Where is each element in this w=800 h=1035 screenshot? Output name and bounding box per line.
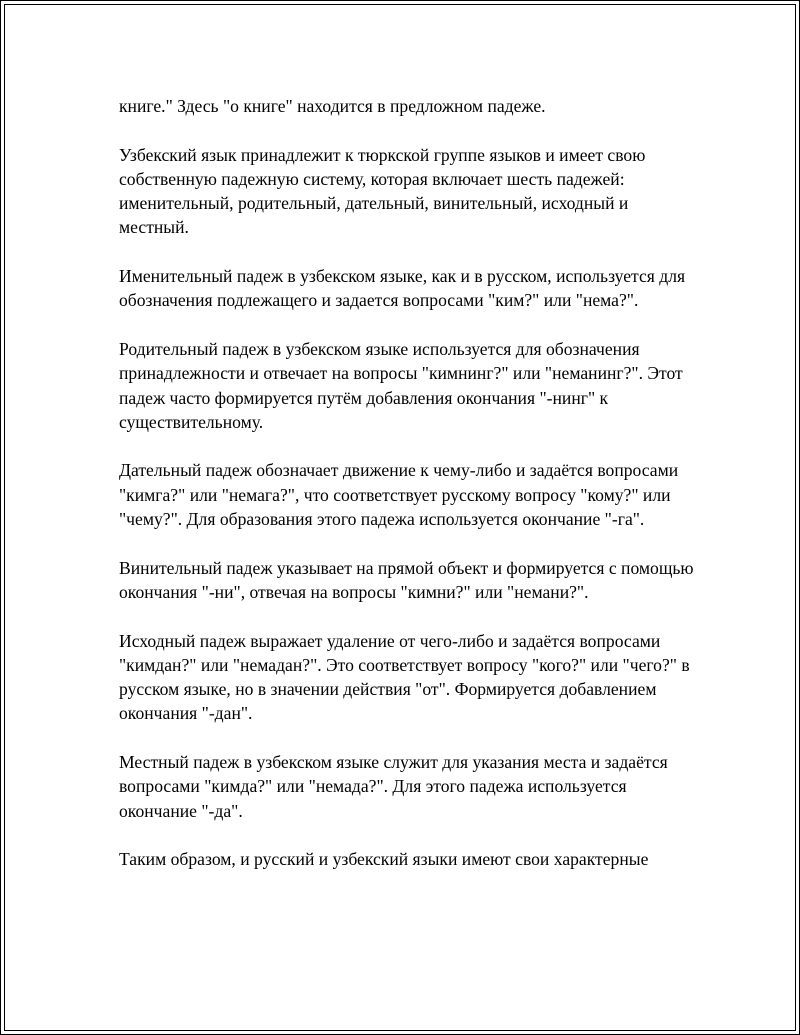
document-body (119, 94, 699, 896)
paragraph-5: Дательный падеж обозначает движение к чему-либо и задаётся вопросами "кимга?" или "немага?", что соответствует русскому вопросу "кому?" или "чему?". Для образования этого падежа используется окончание "-га". (119, 460, 679, 530)
paragraph-8: Местный падеж в узбекском языке служит для указания места и задаётся вопросами "кимда?" или "немада?". Для этого падежа используется окончание "-да". (119, 752, 668, 821)
paragraph-9: Таким образом, и русский и узбекский языки имеют свои характерные (119, 849, 649, 870)
paragraph-1: книге." Здесь "о книге" находится в предложном падеже. (119, 96, 546, 116)
paragraph-2: Узбекский язык принадлежит к тюркской группе языков и имеет свою собственную падежную систему, которая включает шесть падежей: именительный, родительный, дательный, винительный, исходный и местный. (119, 144, 646, 238)
paragraph-3: Именительный падеж в узбекском языке, как и в русском, используется для обозначения подлежащего и задается вопросами "ким?" или "нема?". (119, 266, 686, 311)
paragraph-4: Родительный падеж в узбекском языке используется для обозначения принадлежности и отвечает на вопросы "кимнинг?" или "неманинг?". Этот падеж часто формируется путём добавления окончания "-нинг" к существительному. (119, 338, 683, 432)
paragraph-6: Винительный падеж указывает на прямой объект и формируется с помощью окончания "-ни", отвечая на вопросы "кимни?" или "немани?". (119, 557, 694, 602)
paragraph-7: Исходный падеж выражает удаление от чего-либо и задаётся вопросами "кимдан?" или "немадан?". Это соответствует вопросу "кого?" или "чего?" в русском языке, но в значении действия "от". Формируется добавлением окончания "-дан". (119, 630, 690, 724)
